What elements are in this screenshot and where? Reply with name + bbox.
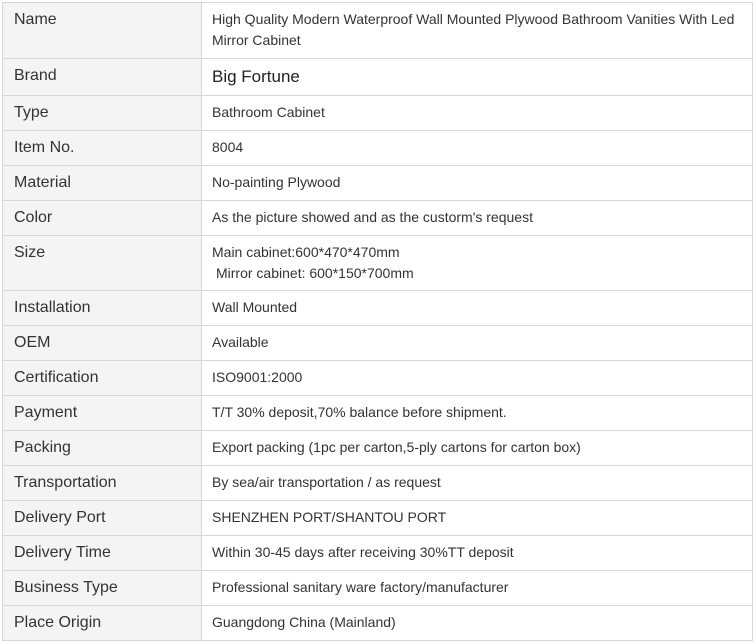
- size-mirror-cabinet: Mirror cabinet: 600*150*700mm: [216, 265, 414, 281]
- table-row-business-type: [3, 571, 753, 606]
- table-row-place-origin: [3, 606, 753, 641]
- row-value: SHENZHEN PORT/SHANTOU PORT: [202, 501, 753, 536]
- row-label: Certification: [3, 361, 202, 396]
- row-value: Guangdong China (Mainland): [202, 606, 753, 641]
- row-label: Packing: [3, 431, 202, 466]
- row-value: By sea/air transportation / as request: [202, 466, 753, 501]
- table-row-installation: [3, 291, 753, 326]
- row-label: Business Type: [3, 571, 202, 606]
- row-label: Delivery Time: [3, 536, 202, 571]
- row-label: Material: [3, 166, 202, 201]
- row-label: Transportation: [3, 466, 202, 501]
- product-spec-table: [2, 2, 753, 641]
- row-value: As the picture showed and as the custorm's request: [202, 201, 753, 236]
- table-row-material: [3, 166, 753, 201]
- row-label: Delivery Port: [3, 501, 202, 536]
- row-value: Bathroom Cabinet: [202, 96, 753, 131]
- row-label: Size: [3, 236, 202, 291]
- table-row-brand: [3, 59, 753, 96]
- table-row-type: [3, 96, 753, 131]
- row-label: Color: [3, 201, 202, 236]
- table-row-packing: [3, 431, 753, 466]
- row-label: Installation: [3, 291, 202, 326]
- row-label: Brand: [3, 59, 202, 96]
- table-row-transportation: [3, 466, 753, 501]
- table-row-size: [3, 236, 753, 291]
- row-value: High Quality Modern Waterproof Wall Mounted Plywood Bathroom Vanities With Led Mirror Cabinet: [202, 3, 753, 59]
- row-value: ISO9001:2000: [202, 361, 753, 396]
- table-row-item-no: [3, 131, 753, 166]
- size-main-cabinet: Main cabinet:600*470*470mm: [212, 244, 400, 260]
- row-value: T/T 30% deposit,70% balance before shipment.: [202, 396, 753, 431]
- row-label: Type: [3, 96, 202, 131]
- row-label: Item No.: [3, 131, 202, 166]
- table-row-delivery-port: [3, 501, 753, 536]
- row-label: Payment: [3, 396, 202, 431]
- row-value: No-painting Plywood: [202, 166, 753, 201]
- row-value: Professional sanitary ware factory/manufacturer: [202, 571, 753, 606]
- row-value: Big Fortune: [202, 59, 753, 96]
- table-row-payment: [3, 396, 753, 431]
- row-value: Wall Mounted: [202, 291, 753, 326]
- table-row-delivery-time: [3, 536, 753, 571]
- table-row-oem: [3, 326, 753, 361]
- row-value: [202, 236, 753, 291]
- row-value: 8004: [202, 131, 753, 166]
- row-label: Name: [3, 3, 202, 59]
- row-label: Place Origin: [3, 606, 202, 641]
- row-label: OEM: [3, 326, 202, 361]
- row-value: Within 30-45 days after receiving 30%TT deposit: [202, 536, 753, 571]
- row-value: Export packing (1pc per carton,5-ply cartons for carton box): [202, 431, 753, 466]
- table-row-name: [3, 3, 753, 59]
- table-row-certification: [3, 361, 753, 396]
- row-value: Available: [202, 326, 753, 361]
- table-row-color: [3, 201, 753, 236]
